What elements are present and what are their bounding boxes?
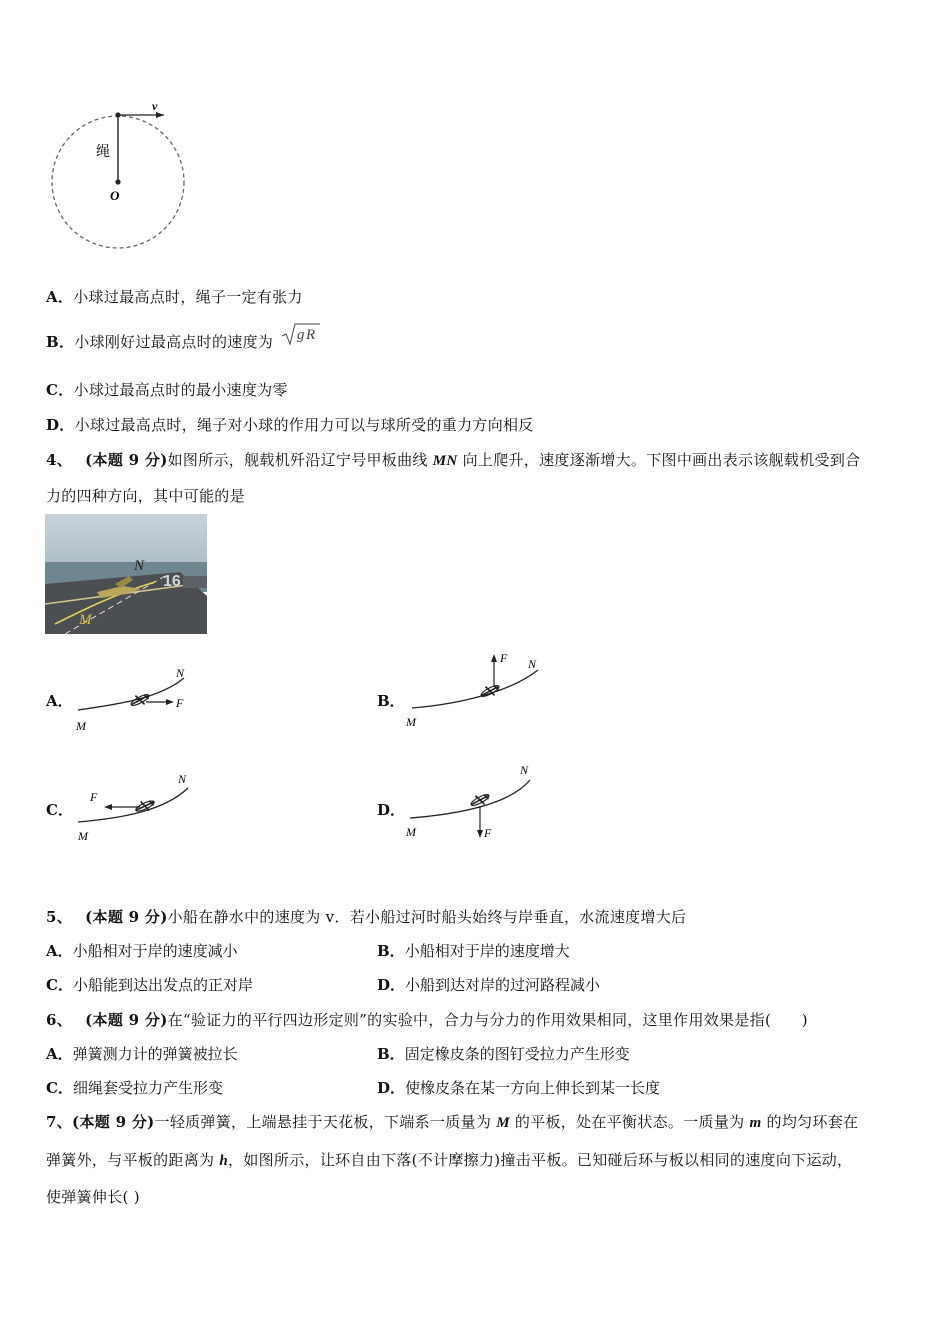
q6-option-b: B．固定橡皮条的图钉受拉力产生形变: [377, 1045, 630, 1063]
q4-option-c-letter: C．: [46, 801, 73, 819]
svg-text:N: N: [178, 772, 187, 786]
svg-text:M: M: [406, 715, 416, 729]
svg-text:F: F: [484, 826, 492, 840]
q6-option-c: C．细绳套受拉力产生形变: [46, 1079, 223, 1097]
svg-text:R: R: [306, 327, 316, 343]
q4-stem-line1: 4、 (本题 9 分)如图所示，舰载机歼沿辽宁号甲板曲线 MN 向上爬升，速度逐渐增大。下图中画出表示该舰载机受到合: [46, 451, 861, 469]
svg-text:F: F: [500, 651, 508, 665]
q6-stem: 6、 (本题 9 分)在“验证力的平行四边形定则”的实验中，合力与分力的作用效果相同，这里作用效果是指( ): [46, 1011, 808, 1029]
circular-motion-figure: [44, 98, 194, 258]
q7-stem-line3: 使弹簧伸长( ): [46, 1188, 140, 1206]
q5-option-a: A．小船相对于岸的速度减小: [46, 942, 238, 960]
photo-n-label: N: [134, 558, 145, 574]
carrier-deck-photo: [45, 514, 207, 634]
svg-text:F: F: [90, 790, 98, 804]
svg-text:M: M: [78, 829, 88, 843]
q4-option-b-letter: B．: [377, 692, 405, 710]
svg-text:N: N: [528, 657, 537, 671]
q4-option-d-letter: D．: [377, 801, 406, 819]
q3-option-d: D．小球过最高点时，绳子对小球的作用力可以与球所受的重力方向相反: [46, 416, 534, 434]
q4-option-d-diagram: [400, 758, 550, 848]
q5-stem: 5、 (本题 9 分)小船在静水中的速度为 v．若小船过河时船头始终与岸垂直，水流速度增大后: [46, 908, 687, 926]
q5-option-b: B．小船相对于岸的速度增大: [377, 942, 570, 960]
q4-option-a-letter: A．: [46, 692, 73, 710]
q6-option-a: A．弹簧测力计的弹簧被拉长: [46, 1045, 238, 1063]
svg-text:N: N: [520, 763, 529, 777]
svg-text:M: M: [406, 825, 416, 839]
q4-option-c-diagram: [70, 766, 210, 850]
rope-label: 绳: [96, 144, 110, 160]
svg-text:F: F: [176, 696, 184, 710]
svg-text:N: N: [176, 666, 185, 680]
q6-option-d: D．使橡皮条在某一方向上伸长到某一长度: [377, 1079, 661, 1097]
q7-stem-line1: 7、(本题 9 分)一轻质弹簧，上端悬挂于天花板，下端系一质量为 M 的平板，处在平衡状态。一质量为 m 的均匀环套在: [46, 1113, 859, 1131]
svg-text:M: M: [76, 719, 86, 733]
svg-text:16: 16: [163, 573, 181, 590]
velocity-label: v: [152, 99, 158, 113]
q3-option-a: A．小球过最高点时，绳子一定有张力: [46, 288, 303, 306]
q3-option-c: C．小球过最高点时的最小速度为零: [46, 381, 288, 399]
center-label: O: [110, 188, 120, 203]
photo-m-label: M: [79, 612, 92, 628]
sqrt-gr-formula: [280, 322, 320, 346]
q4-option-b-diagram: [400, 648, 550, 736]
svg-text:g: g: [297, 327, 306, 343]
q7-stem-line2: 弹簧外，与平板的距离为 h，如图所示，让环自由下落(不计摩擦力)撞击平板。已知碰后环与板以相同的速度向下运动，: [46, 1151, 853, 1169]
q5-option-d: D．小船到达对岸的过河路程减小: [377, 976, 601, 994]
q4-stem-line2: 力的四种方向，其中可能的是: [46, 487, 245, 505]
q4-option-a-diagram: [70, 660, 210, 740]
q3-option-b: B．小球刚好过最高点时的速度为 g R: [46, 331, 320, 355]
q5-option-c: C．小船能到达出发点的正对岸: [46, 976, 253, 994]
